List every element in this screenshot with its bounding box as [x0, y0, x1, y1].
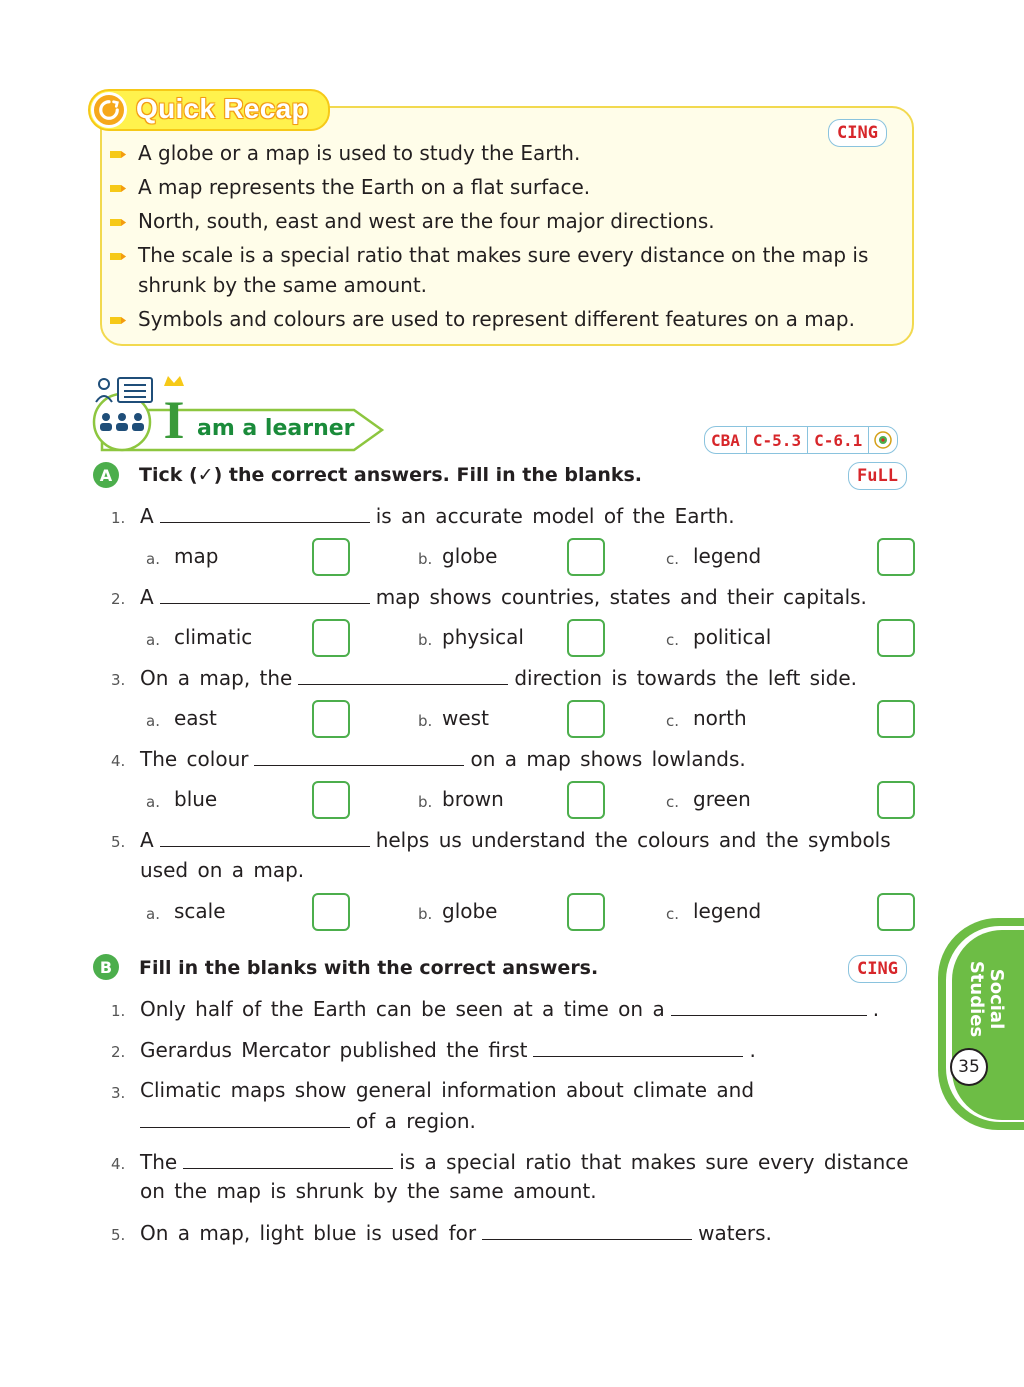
section-a-badge: A — [93, 462, 119, 488]
question-text: A map shows countries, states and their capitals. — [140, 585, 867, 609]
option-text: scale — [174, 899, 226, 923]
answer-blank[interactable] — [482, 1220, 692, 1240]
subject-label: Social Studies — [966, 960, 1007, 1038]
question-text: On a map, light blue is used for waters. — [140, 1221, 772, 1245]
cing-tag-recap: CING — [828, 119, 887, 147]
tick-checkbox[interactable] — [877, 781, 915, 819]
question-text: A helps us understand the colours and the symbols — [140, 828, 891, 852]
section-b-badge: B — [93, 954, 119, 980]
option-letter: a. — [146, 550, 160, 568]
tick-checkbox[interactable] — [567, 893, 605, 931]
option-letter: b. — [418, 905, 433, 923]
pencil-bullet-icon — [110, 251, 126, 262]
answer-blank[interactable] — [671, 996, 867, 1016]
learner-letter: I — [163, 390, 185, 450]
tick-checkbox[interactable] — [877, 619, 915, 657]
full-tag: FuLL — [848, 462, 907, 490]
option-letter: b. — [418, 550, 433, 568]
option-letter: a. — [146, 793, 160, 811]
option-text: east — [174, 706, 217, 730]
question-text-continued: on the map is shrunk by the same amount. — [140, 1179, 597, 1203]
tick-checkbox[interactable] — [877, 700, 915, 738]
answer-blank[interactable] — [183, 1149, 393, 1169]
option-text: blue — [174, 787, 218, 811]
question-text: The is a special ratio that makes sure every distance — [140, 1150, 909, 1174]
answer-blank[interactable] — [533, 1037, 743, 1057]
option-text: north — [693, 706, 747, 730]
pencil-bullet-icon — [110, 149, 126, 160]
seal-icon — [869, 427, 897, 453]
option-letter: a. — [146, 712, 160, 730]
learner-title: am a learner — [197, 416, 355, 441]
question-number: 2. — [111, 590, 126, 608]
question-number: 2. — [111, 1043, 126, 1061]
option-letter: c. — [666, 550, 680, 568]
option-text: climatic — [174, 625, 253, 649]
section-a-title: Tick (✓) the correct answers. Fill in the blanks. — [139, 464, 643, 486]
option-letter: b. — [418, 793, 433, 811]
recap-point: A map represents the Earth on a flat surface. — [110, 172, 910, 202]
answer-blank[interactable] — [160, 827, 370, 847]
tag-c-6-1: C-6.1 — [808, 427, 869, 453]
pencil-bullet-icon — [110, 183, 126, 194]
question-number: 3. — [111, 1084, 126, 1102]
tick-checkbox[interactable] — [312, 893, 350, 931]
option-letter: b. — [418, 712, 433, 730]
recap-point: A globe or a map is used to study the Earth. — [110, 138, 910, 168]
crown-icon — [164, 376, 184, 386]
option-text: brown — [442, 787, 504, 811]
quick-recap-title: Quick Recap — [136, 93, 309, 124]
option-letter: a. — [146, 905, 160, 923]
question-text: On a map, the direction is towards the left side. — [140, 666, 857, 690]
recap-point: North, south, east and west are the four major directions. — [110, 206, 910, 236]
question-number: 1. — [111, 1002, 126, 1020]
tick-checkbox[interactable] — [312, 781, 350, 819]
option-letter: b. — [418, 631, 433, 649]
tick-checkbox[interactable] — [567, 538, 605, 576]
option-text: legend — [693, 899, 762, 923]
tick-checkbox[interactable] — [312, 538, 350, 576]
tick-checkbox[interactable] — [567, 781, 605, 819]
question-number: 5. — [111, 1226, 126, 1244]
question-text-continued: used on a map. — [140, 858, 305, 882]
recap-list — [110, 138, 910, 338]
tick-checkbox[interactable] — [567, 700, 605, 738]
question-text-continued: of a region. — [134, 1108, 476, 1133]
refresh-icon — [91, 92, 127, 128]
question-number: 4. — [111, 1155, 126, 1173]
option-letter: c. — [666, 905, 680, 923]
recap-point: Symbols and colours are used to represent different features on a map. — [110, 304, 910, 334]
question-text: The colour on a map shows lowlands. — [140, 747, 746, 771]
question-text: A is an accurate model of the Earth. — [140, 504, 735, 528]
question-number: 1. — [111, 509, 126, 527]
option-text: globe — [442, 544, 498, 568]
pencil-bullet-icon — [110, 217, 126, 228]
option-text: political — [693, 625, 772, 649]
option-text: legend — [693, 544, 762, 568]
question-number: 3. — [111, 671, 126, 689]
tick-checkbox[interactable] — [567, 619, 605, 657]
option-text: west — [442, 706, 489, 730]
question-text: Climatic maps show general information about climate and — [140, 1078, 755, 1102]
question-text: Gerardus Mercator published the first . — [140, 1038, 756, 1062]
answer-blank[interactable] — [140, 1108, 350, 1128]
option-letter: c. — [666, 631, 680, 649]
option-text: physical — [442, 625, 524, 649]
cing-tag-section-b: CING — [848, 955, 907, 983]
answer-blank[interactable] — [298, 665, 508, 685]
option-text: green — [693, 787, 751, 811]
question-number: 4. — [111, 752, 126, 770]
teacher-icon — [96, 378, 152, 402]
learning-outcome-tags — [704, 426, 898, 454]
option-text: map — [174, 544, 219, 568]
section-b-title: Fill in the blanks with the correct answers. — [139, 957, 599, 979]
answer-blank[interactable] — [160, 503, 370, 523]
tick-checkbox[interactable] — [877, 538, 915, 576]
recap-point: The scale is a special ratio that makes sure every distance on the map is shrunk by the same amount. — [110, 240, 910, 300]
page-number: 35 — [950, 1048, 988, 1086]
option-text: globe — [442, 899, 498, 923]
option-letter: a. — [146, 631, 160, 649]
pencil-bullet-icon — [110, 315, 126, 326]
tag-cba: CBA — [705, 427, 747, 453]
tick-checkbox[interactable] — [312, 700, 350, 738]
answer-blank[interactable] — [160, 584, 370, 604]
question-text: Only half of the Earth can be seen at a time on a . — [140, 997, 880, 1021]
option-letter: c. — [666, 712, 680, 730]
tick-checkbox[interactable] — [877, 893, 915, 931]
option-letter: c. — [666, 793, 680, 811]
tick-checkbox[interactable] — [312, 619, 350, 657]
answer-blank[interactable] — [254, 746, 464, 766]
tag-c-5-3: C-5.3 — [747, 427, 808, 453]
question-number: 5. — [111, 833, 126, 851]
